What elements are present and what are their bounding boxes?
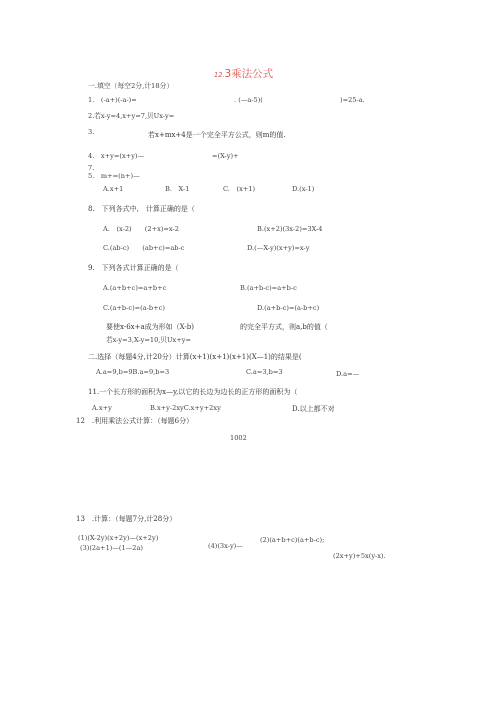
q5-option-a: A.x+1 xyxy=(103,185,124,193)
choice-option-c: C.a=3,b=3 xyxy=(246,368,283,376)
q13-part2: (2)(a+b+c)(a+b-c); xyxy=(260,536,325,544)
choice-option-d: D.a=— xyxy=(336,370,360,378)
q12-heading: 12 .利用乘法公式计算：（每题6分） xyxy=(76,417,194,425)
section-choice-heading: 二.选择（每题4分,计20分）计算(x+1)(x+1)(x+1)(X—1)的结果是( xyxy=(88,353,302,361)
q5-option-d: D.(x-1) xyxy=(292,185,315,193)
q9-option-a: A.(a+b+c)=a+b+c xyxy=(103,284,167,292)
q13-part4-continued: (2x+y)+5x(y-x). xyxy=(333,552,386,560)
title-number: 12. xyxy=(214,71,225,79)
q10-part3: 若x-y=3,X-y=10,贝Ux+y= xyxy=(106,336,192,344)
title-text: 3乘法公式 xyxy=(224,68,274,80)
q1-part2: . (—a-5)( xyxy=(234,96,263,104)
q9-option-c: C.(a+b-c)=(a-b+c) xyxy=(103,304,165,312)
q10-part1: 要使x-6x+a成为形如（X-b) xyxy=(106,323,194,331)
q8: 8. 下列各式中, 计算正确的是（ xyxy=(88,205,195,213)
q12-value: 1002 xyxy=(230,434,247,442)
q11-option-a: A.x+y xyxy=(92,404,112,412)
q4-part2: =(X-y)+ xyxy=(212,152,239,160)
q8-option-c: C.(ab-c) (ab+c)=ab-c xyxy=(103,244,185,252)
q13-heading: 13 .计算：（每题7分,计28分） xyxy=(76,515,177,523)
q8-option-b: B.(x+2)(3x-2)=3X-4 xyxy=(257,225,323,233)
q1-part3: )=25-a. xyxy=(340,96,365,104)
q5-option-c: C. (x+1) xyxy=(223,185,256,193)
q4-part1: 4. x+y=(x+y)— xyxy=(88,152,145,160)
q8-option-d: D.(—X-y)(x+y)=x-y xyxy=(247,244,310,252)
q9-option-d: D.(a+b-c)=(a-b+c) xyxy=(257,304,320,312)
q3: 若x+mx+4是一个完全平方公式，则m的值. xyxy=(148,131,286,139)
q8-option-a: A. (x-2) (2+x)=x-2 xyxy=(103,225,179,233)
q7-number: 7. xyxy=(88,164,95,172)
q13-part1: (1)(X-2y)(x+2y)—(x+2y) xyxy=(78,534,159,542)
q10-part2: 的完全平方式，则a,b的值（ xyxy=(240,323,328,331)
q13-part4: (4)(3x-y)— xyxy=(208,542,243,550)
q13-part3: (3)(2a+1)—(1—2a) xyxy=(80,544,143,552)
choice-option-ab: A.a=9,b=9B.a=9,b=3 xyxy=(96,368,170,376)
q1-part1: 1. (-a+)(-a-)= xyxy=(88,96,137,104)
q2: 2.若x-y=4,x+y=7,贝Ux-y= xyxy=(88,112,175,120)
q11-option-d: D.以上都不对 xyxy=(292,405,335,413)
q11-option-bc: B.x+y-2xyC.x+y+2xy xyxy=(150,404,221,412)
q11: 11.一个长方形的面积为x—y,以它的长边为边长的正方形的面积为（ xyxy=(88,388,298,396)
q9: 9. 下列各式计算正确的是（ xyxy=(88,264,179,272)
page-title xyxy=(214,66,273,81)
q9-option-b: B.(a+b-c)=a+b-c xyxy=(240,284,297,292)
q3-number: 3. xyxy=(88,128,95,136)
section-fill-heading: 一.填空（每空2分,计18分） xyxy=(88,82,174,90)
q5: 5. m+=(n+)— xyxy=(88,172,140,180)
q5-option-b: B. X-1 xyxy=(165,185,190,193)
